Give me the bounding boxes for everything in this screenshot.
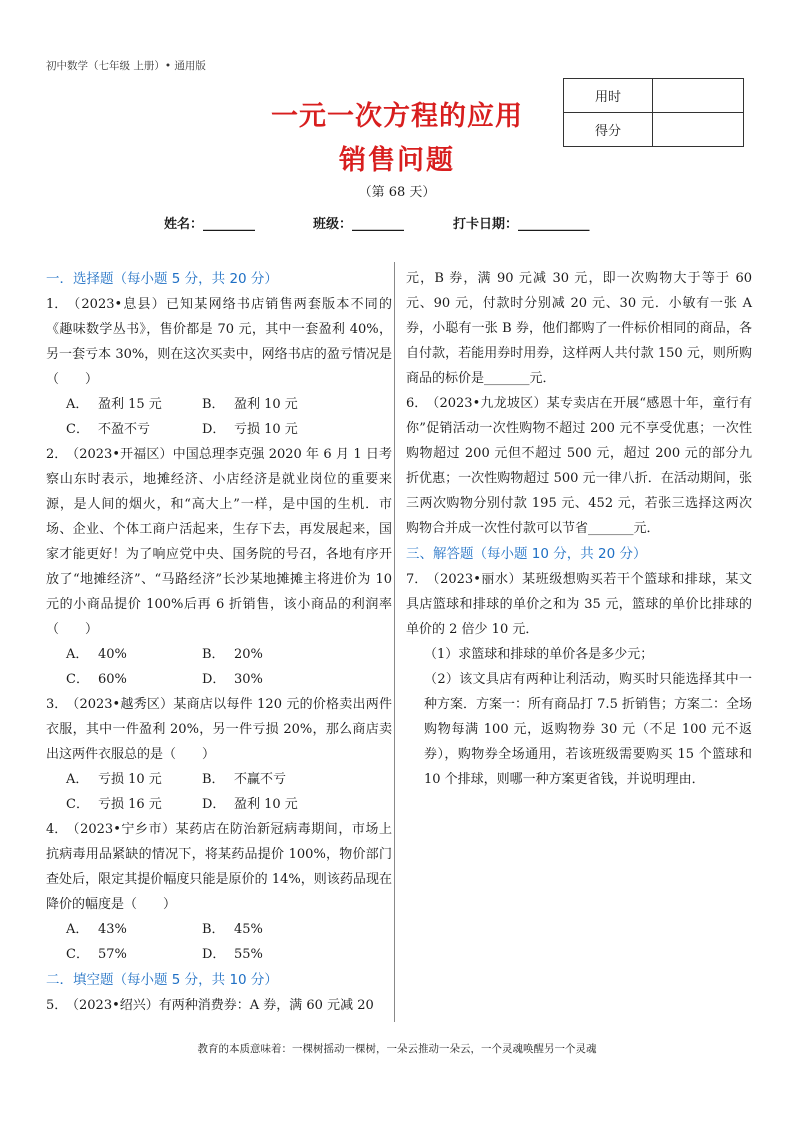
- right-column: [406, 266, 752, 792]
- option-d: D． 盈利 10 元: [202, 797, 298, 812]
- course-header: 初中数学（七年级 上册）• 通用版: [46, 60, 206, 72]
- section-answer-title: 三、解答题（每小题 10 分，共 20 分）: [406, 546, 647, 562]
- option-b: B． 20%: [202, 647, 263, 662]
- question-5-continued: 元，B 券，满 90 元减 30 元，即一次购物大于等于 60 元、90 元，付款时分别减 20 元、30 元．小敏有一张 A 券，小聪有一张 B 券，他们都购了一件标价相同的商品，各自付款，若能用券时用券，这样两人共付款 150 元，则所购商品的标价是_______元．: [406, 271, 752, 386]
- question-1-options: [46, 392, 392, 442]
- question-7-part-1: （1）求篮球和排球的单价各是多少元；: [424, 647, 654, 662]
- page-title: 一元一次方程的应用: [271, 101, 523, 132]
- class-field: 班级：________: [313, 217, 405, 232]
- option-a: A． 43%: [66, 922, 127, 937]
- question-1: 1．（2023•息县）已知某网络书店销售两套版本不同的《趣味数学丛书》，售价都是 70 元，其中一套盈利 40%，另一套亏本 30%，则在这次买卖中，网络书店的盈亏情况是（ ）: [46, 297, 392, 387]
- option-c: C． 57%: [66, 947, 127, 962]
- section-fill-title: 二．填空题（每小题 5 分，共 10 分）: [46, 972, 278, 988]
- day-label: （第 68 天）: [358, 185, 436, 200]
- question-6: 6．（2023•九龙坡区）某专卖店在开展“感恩十年，童行有你”促销活动一次性购物不超过 200 元不享受优惠；一次性购物超过 200 元但不超过 500 元，超过 200 元的部分九折优惠；一次性购物超过 500 元一律八折．在活动期间，张三两次购物分别付款 195 元、452 元，若张三选择这两次购物合并成一次性付款可以节省_______元．: [406, 396, 752, 536]
- question-7: 7．（2023•丽水）某班级想购买若干个篮球和排球，某文具店篮球和排球的单价之和为 35 元，篮球的单价比排球的单价的 2 倍少 10 元．: [406, 572, 752, 637]
- question-7-part-2: （2）该文具店有两种让利活动，购买时只能选择其中一种方案．方案一：所有商品打 7.5 折销售；方案二：全场购物每满 100 元，返购物券 30 元（不足 100 元不返券），购物券全场通用，若该班级需要购买 15 个篮球和 10 个排球，则哪一种方案更省钱，并说明理由．: [424, 672, 752, 787]
- option-b: B． 不赢不亏: [202, 772, 287, 787]
- question-3-options: [46, 767, 392, 817]
- option-c: C． 60%: [66, 672, 127, 687]
- column-divider: [394, 262, 395, 1022]
- option-d: D． 30%: [202, 672, 263, 687]
- score-label: 得分: [564, 113, 653, 147]
- question-3: 3．（2023•越秀区）某商店以每件 120 元的价格卖出两件衣服，其中一件盈利 20%，另一件亏损 20%，那么商店卖出这两件衣服总的是（ ）: [46, 697, 392, 762]
- date-field: 打卡日期：___________: [453, 217, 590, 232]
- time-label: 用时: [564, 79, 653, 113]
- option-d: D． 亏损 10 元: [202, 422, 298, 437]
- question-5-start: 5．（2023•绍兴）有两种消费券：A 券，满 60 元减 20: [46, 998, 374, 1013]
- question-2-options: [46, 642, 392, 692]
- option-c: C． 亏损 16 元: [66, 797, 162, 812]
- question-4-options: [46, 917, 392, 967]
- option-d: D． 55%: [202, 947, 263, 962]
- name-field: 姓名：________: [164, 217, 256, 232]
- option-c: C． 不盈不亏: [66, 422, 151, 437]
- left-column: [46, 266, 392, 1018]
- option-a: A． 盈利 15 元: [66, 397, 162, 412]
- question-2: 2．（2023•开福区）中国总理李克强 2020 年 6 月 1 日考察山东时表示，地摊经济、小店经济是就业岗位的重要来源，是人间的烟火，和“高大上”一样，是中国的生机．市场、企业、个体工商户活起来，生存下去，再发展起来，国家才能更好！为了响应党中央、国务院的号召，各地有序开放了“地摊经济”、“马路经济”长沙某地摊摊主将进价为 10 元的小商品提价 100%后再 6 折销售，该小商品的利润率（ ）: [46, 447, 392, 637]
- option-a: A． 40%: [66, 647, 127, 662]
- page-subtitle: 销售问题: [339, 145, 455, 176]
- question-4: 4．（2023•宁乡市）某药店在防治新冠病毒期间，市场上抗病毒用品紧缺的情况下，将某药品提价 100%，物价部门查处后，限定其提价幅度只能是原价的 14%，则该药品现在降价的幅度是（ ）: [46, 822, 392, 912]
- footer-motto: 教育的本质意味着：一棵树摇动一棵树，一朵云推动一朵云，一个灵魂唤醒另一个灵魂: [197, 1043, 597, 1055]
- option-a: A． 亏损 10 元: [66, 772, 162, 787]
- option-b: B． 盈利 10 元: [202, 397, 298, 412]
- option-b: B． 45%: [202, 922, 263, 937]
- section-choice-title: 一．选择题（每小题 5 分，共 20 分）: [46, 271, 278, 287]
